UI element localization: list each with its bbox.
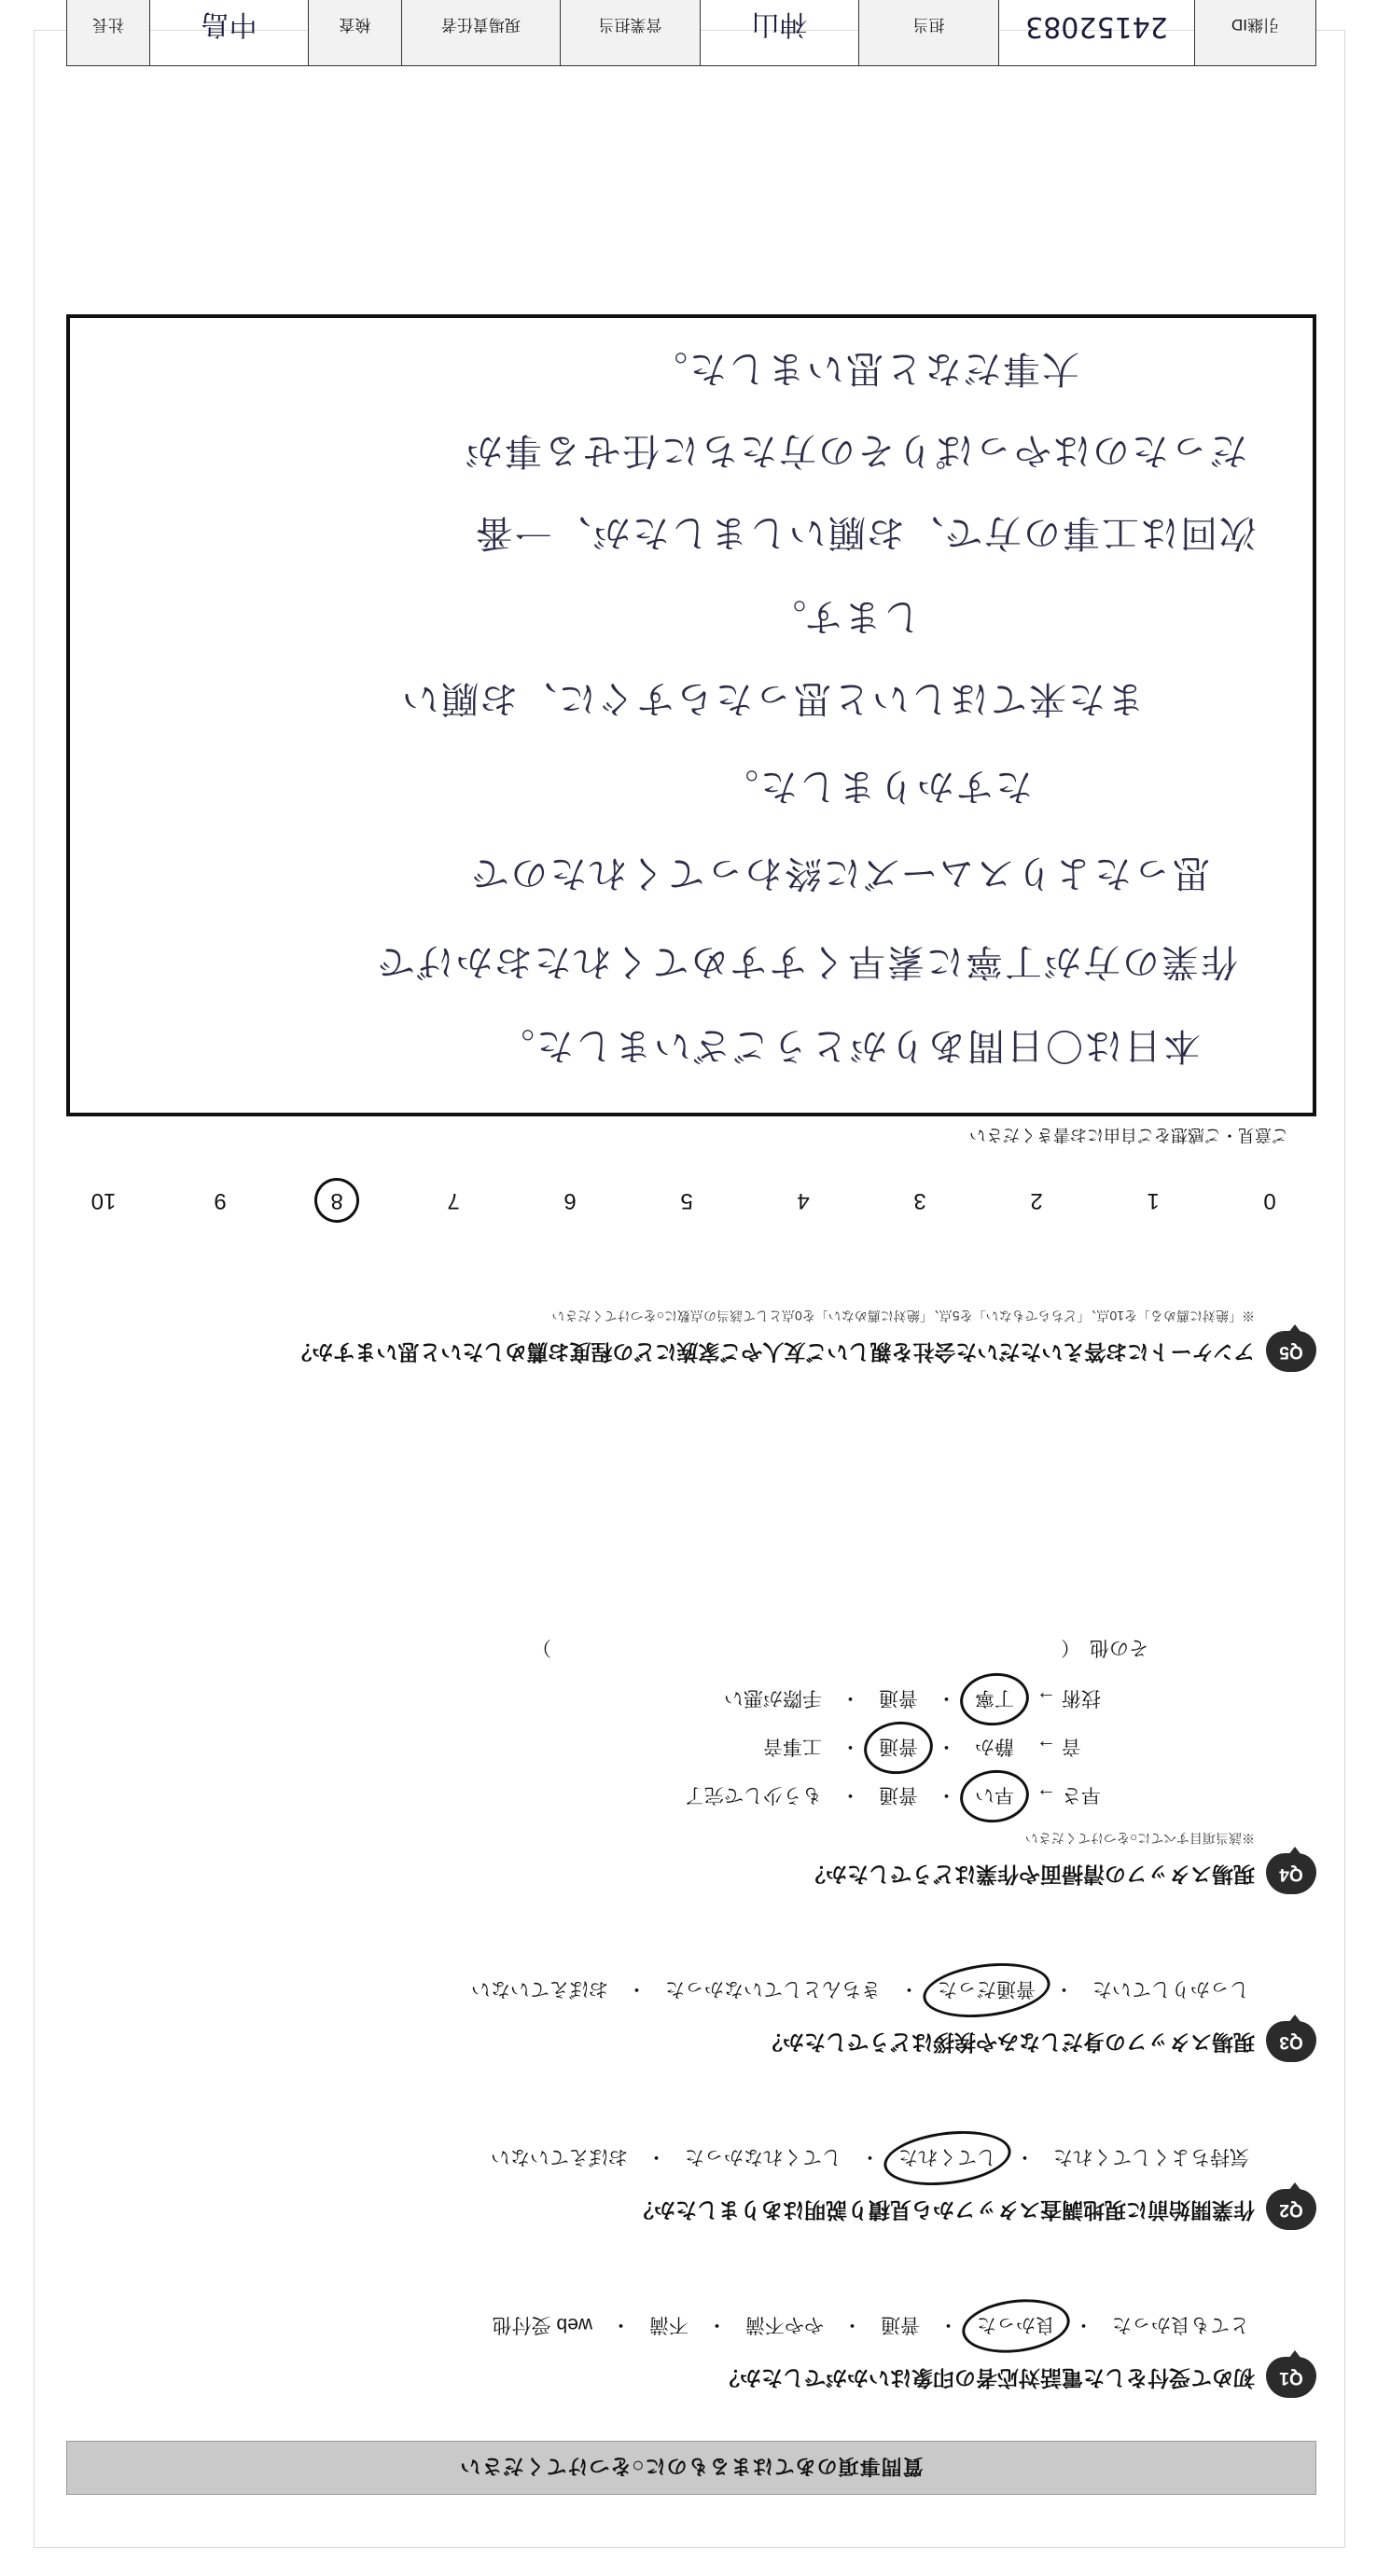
q2-sep-1: ・: [860, 2146, 880, 2167]
q4-speed-sep-1: ・: [841, 1784, 860, 1806]
q5-scale-7[interactable]: 7: [447, 1188, 460, 1213]
question-q4: [66, 1635, 1316, 1894]
question-q2: [66, 2142, 1316, 2230]
q5-scale-2[interactable]: 2: [1030, 1188, 1043, 1213]
q4-sound-option-1[interactable]: 普通: [873, 1732, 924, 1764]
q4-head: [66, 1853, 1316, 1894]
q4-subrow-speed: [66, 1780, 1316, 1812]
q3-head: [66, 2021, 1316, 2062]
q3-option-2[interactable]: きちんとしていなかった: [665, 1978, 881, 2000]
q4-other-input[interactable]: （ ）: [532, 1637, 1080, 1658]
q4-subrow-sound-options: [758, 1732, 1020, 1764]
q4-subrow-skill: [66, 1683, 1316, 1715]
q5-scale: [85, 1187, 1288, 1213]
q1-sep-2: ・: [842, 2314, 862, 2335]
q2-option-0[interactable]: 気持ちよくしてくれた: [1053, 2146, 1249, 2167]
q4-badge: Q4: [1266, 1853, 1316, 1894]
q4-skill-sep-1: ・: [841, 1687, 860, 1709]
q1-option-5[interactable]: web 受付他: [492, 2314, 592, 2335]
q5-badge: Q5: [1266, 1331, 1316, 1372]
question-q1: [66, 2310, 1316, 2398]
q1-text: 初めて受付をした電話対応者の印象はいかがでしたか？: [718, 2366, 1255, 2390]
q2-option-2[interactable]: してくれなかった: [685, 2146, 842, 2167]
q4-speed-option-2[interactable]: もう少しで完了: [685, 1784, 822, 1806]
id-strip-value-inspection[interactable]: 中島: [149, 0, 308, 65]
handwriting-line-8: 大事だなと思いました。: [648, 347, 1079, 390]
free-comment-label: ご意見・ご感想をご自由にお書きください: [969, 1126, 1288, 1144]
question-q3: [66, 1974, 1316, 2062]
q1-option-2[interactable]: 普通: [881, 2314, 920, 2335]
q5-text: アンケートにお答えいただいた会社を親しいご友人やご家族にどの程度お薦めしたいと思いますか？: [290, 1340, 1255, 1364]
q2-option-3[interactable]: おぼえていない: [491, 2146, 628, 2167]
id-strip-label-inspection: 検査: [308, 0, 401, 65]
q4-speed-sep-0: ・: [937, 1784, 956, 1806]
q5-scale-8[interactable]: 8: [318, 1187, 355, 1213]
q4-subrow-sound: [66, 1732, 1316, 1764]
q2-option-1[interactable]: してくれた: [893, 2142, 1002, 2174]
q4-other-row: [66, 1635, 1316, 1663]
q1-badge: Q1: [1266, 2357, 1316, 2398]
q4-speed-option-0[interactable]: 早い: [969, 1780, 1020, 1812]
q3-option-1[interactable]: 普通だった: [932, 1974, 1041, 2006]
q1-sep-4: ・: [611, 2314, 631, 2335]
q4-skill-option-0[interactable]: 丁寧: [969, 1683, 1020, 1715]
q5-head: [66, 1331, 1316, 1372]
q1-sep-3: ・: [707, 2314, 727, 2335]
header-band: [66, 2441, 1316, 2495]
handwriting-line-5: します。: [767, 595, 921, 638]
q5-scale-9[interactable]: 9: [214, 1188, 227, 1213]
question-q5: [66, 1307, 1316, 1372]
q1-option-0[interactable]: とても良かった: [1112, 2314, 1249, 2335]
survey-sheet: [34, 7, 1345, 2548]
q3-sep-0: ・: [1054, 1978, 1074, 2000]
handwriting-line-2: 思ったよりスムーズに終わってくれたので: [469, 852, 1210, 894]
id-strip: [66, 0, 1316, 66]
q4-sound-sep-1: ・: [841, 1736, 860, 1757]
q5-scale-5[interactable]: 5: [680, 1188, 693, 1213]
q1-sep-1: ・: [939, 2314, 958, 2335]
id-strip-label-president: 社長: [67, 0, 149, 65]
q3-options: [66, 1974, 1316, 2006]
id-strip-label-id: 引継ID: [1194, 0, 1315, 65]
id-strip-label-sales: 営業担当: [560, 0, 700, 65]
q5-note: ※「絶対に薦める」を10点、「どちらでもない」を5点、「絶対に薦めない」を0点として該当の点数に○をつけてください: [551, 1309, 1255, 1323]
q5-scale-1[interactable]: 1: [1147, 1188, 1160, 1213]
q4-sound-option-0[interactable]: 静か: [975, 1736, 1014, 1757]
q5-scale-4[interactable]: 4: [797, 1188, 810, 1213]
q4-skill-sep-0: ・: [937, 1687, 956, 1709]
q3-sep-2: ・: [627, 1978, 647, 2000]
handwriting-line-7: だったのはやっぱりその方たちに任せる事が: [464, 429, 1247, 472]
q2-text: 作業開始前に現地調査スタッフから見積り説明はありましたか？: [633, 2198, 1255, 2223]
q5-scale-10[interactable]: 10: [90, 1188, 117, 1213]
id-strip-value-id[interactable]: 24152083: [998, 0, 1194, 65]
q2-options: [66, 2142, 1316, 2174]
handwriting-line-6: 次回は工事の方で、お願いしましたが、一番: [473, 511, 1257, 554]
id-strip-label-site-manager: 現場責任者: [401, 0, 560, 65]
q3-option-0[interactable]: しっかりしていた: [1092, 1978, 1249, 2000]
q2-sep-2: ・: [647, 2146, 666, 2167]
q1-sep-0: ・: [1074, 2314, 1093, 2335]
q4-subrow-sound-label: 音 →: [1036, 1736, 1081, 1757]
handwriting-line-0: 本日は〇日間ありがとうございました。: [495, 1024, 1201, 1067]
q2-head: [66, 2189, 1316, 2230]
q1-options: [66, 2310, 1316, 2342]
q4-subrow-skill-options: [718, 1683, 1020, 1715]
q5-scale-6[interactable]: 6: [563, 1188, 577, 1213]
q2-badge: Q2: [1266, 2189, 1316, 2230]
q4-note: ※該当項目すべてに○をつけてください: [1024, 1831, 1255, 1846]
q3-sep-1: ・: [899, 1978, 919, 2000]
q3-text: 現場スタッフの身だしなみや挨拶はどうでしたか？: [761, 2030, 1255, 2055]
q3-badge: Q3: [1266, 2021, 1316, 2062]
q4-subrow-speed-options: [679, 1780, 1020, 1812]
header-band-text: 質問事項のあてはまるものに○をつけてください: [459, 2455, 924, 2479]
q1-option-1[interactable]: 良かった: [971, 2310, 1061, 2342]
q4-skill-option-2[interactable]: 手際が悪い: [724, 1687, 822, 1709]
q4-subrow-skill-label: 技術 →: [1036, 1687, 1101, 1709]
id-strip-value-staff[interactable]: 神山: [700, 0, 858, 65]
q4-subrow-speed-label: 早さ →: [1036, 1784, 1101, 1806]
free-comment-box[interactable]: [66, 314, 1316, 1116]
q5-scale-0[interactable]: 0: [1263, 1188, 1276, 1213]
q1-head: [66, 2357, 1316, 2398]
q5-scale-3[interactable]: 3: [913, 1188, 926, 1213]
id-strip-label-staff: 担当: [858, 0, 998, 65]
q4-skill-option-1[interactable]: 普通: [879, 1687, 918, 1709]
handwriting-line-1: 作業の方が丁寧に素早くすすめてくれたおかげで: [375, 940, 1238, 983]
handwriting-line-4: また来てほしいと思ったらすぐに、お願い: [400, 677, 1145, 720]
q4-sound-option-2[interactable]: 工事音: [763, 1736, 822, 1757]
q2-sep-0: ・: [1015, 2146, 1035, 2167]
q4-other-label: その他: [1090, 1637, 1148, 1658]
q4-sound-sep-0: ・: [937, 1736, 956, 1757]
q1-option-3[interactable]: やや不満: [745, 2314, 824, 2335]
q4-speed-option-1[interactable]: 普通: [879, 1784, 918, 1806]
q4-text: 現場スタッフの清掃面や作業はどうでしたか？: [804, 1863, 1255, 1887]
q3-option-3[interactable]: おぼえていない: [471, 1978, 608, 2000]
handwriting-line-3: たすかりました。: [719, 765, 1033, 808]
q1-option-4[interactable]: 不満: [649, 2314, 688, 2335]
